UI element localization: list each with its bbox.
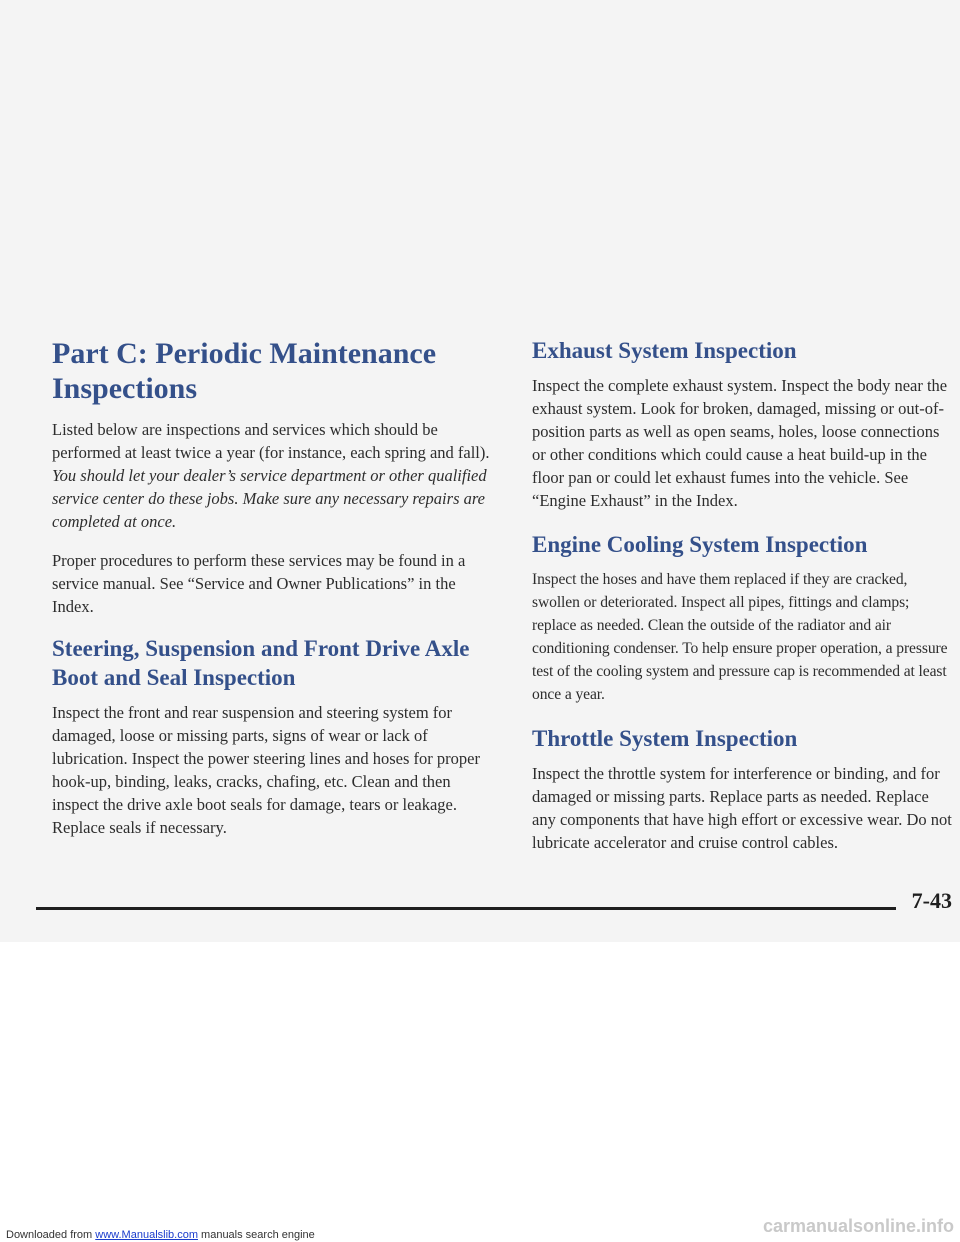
right-column xyxy=(532,336,954,872)
footer-prefix: Downloaded from xyxy=(6,1229,96,1241)
footer-suffix: manuals search engine xyxy=(197,1229,315,1241)
page-number: 7-43 xyxy=(911,888,952,913)
throttle-paragraph: Inspect the throttle system for interference or binding, and for damaged or missing parts. Replace parts as needed. Replace any components that have high effort or excessive wear. Do not lubricate accelerator and cruise control cables. xyxy=(532,764,952,852)
throttle-heading: Throttle System Inspection xyxy=(532,726,798,751)
footer-rule xyxy=(36,907,896,910)
exhaust-heading: Exhaust System Inspection xyxy=(532,338,797,363)
exhaust-paragraph: Inspect the complete exhaust system. Inspect the body near the exhaust system. Look for broken, damaged, missing or out-of-position parts as well as open seams, holes, loose connections or other conditions which could cause a heat build-up in the floor pan or could let exhaust fumes into the vehicle. See “Engine Exhaust” in the Index. xyxy=(532,376,948,510)
intro-text: Listed below are inspections and services which should be performed at least twice a year (for instance, each spring and fall). xyxy=(52,420,490,462)
section-title: Part C: Periodic Maintenance Inspections xyxy=(52,337,437,405)
procedures-paragraph: Proper procedures to perform these services may be found in a service manual. See “Service and Owner Publications” in the Index. xyxy=(52,551,466,616)
cooling-heading: Engine Cooling System Inspection xyxy=(532,532,868,557)
watermark: carmanualsonline.info xyxy=(762,1216,954,1236)
manualslib-link[interactable]: www.Manualslib.com xyxy=(95,1229,198,1241)
cooling-paragraph: Inspect the hoses and have them replaced if they are cracked, swollen or deteriorated. Inspect all pipes, fittings and clamps; replace as needed. Clean the outside of the radiator and air conditioning condenser. To help ensure proper operation, a pressure test of the cooling system and pressure cap is recommended at least once a year. xyxy=(532,571,948,703)
intro-paragraph xyxy=(52,418,492,533)
steering-heading: Steering, Suspension and Front Drive Axle Boot and Seal Inspection xyxy=(52,636,470,690)
steering-paragraph: Inspect the front and rear suspension and steering system for damaged, loose or missing parts, signs of wear or lack of lubrication. Inspect the power steering lines and hoses for proper hook-up, binding, leaks, cracks, chafing, etc. Clean and then inspect the drive axle boot seals for damage, tears or leakage. Replace seals if necessary. xyxy=(52,703,480,837)
intro-italic-text: You should let your dealer’s service department or other qualified service center do these jobs. Make sure any necessary repairs are completed at once. xyxy=(52,466,487,531)
download-footer xyxy=(6,1229,315,1241)
left-column xyxy=(52,336,492,855)
